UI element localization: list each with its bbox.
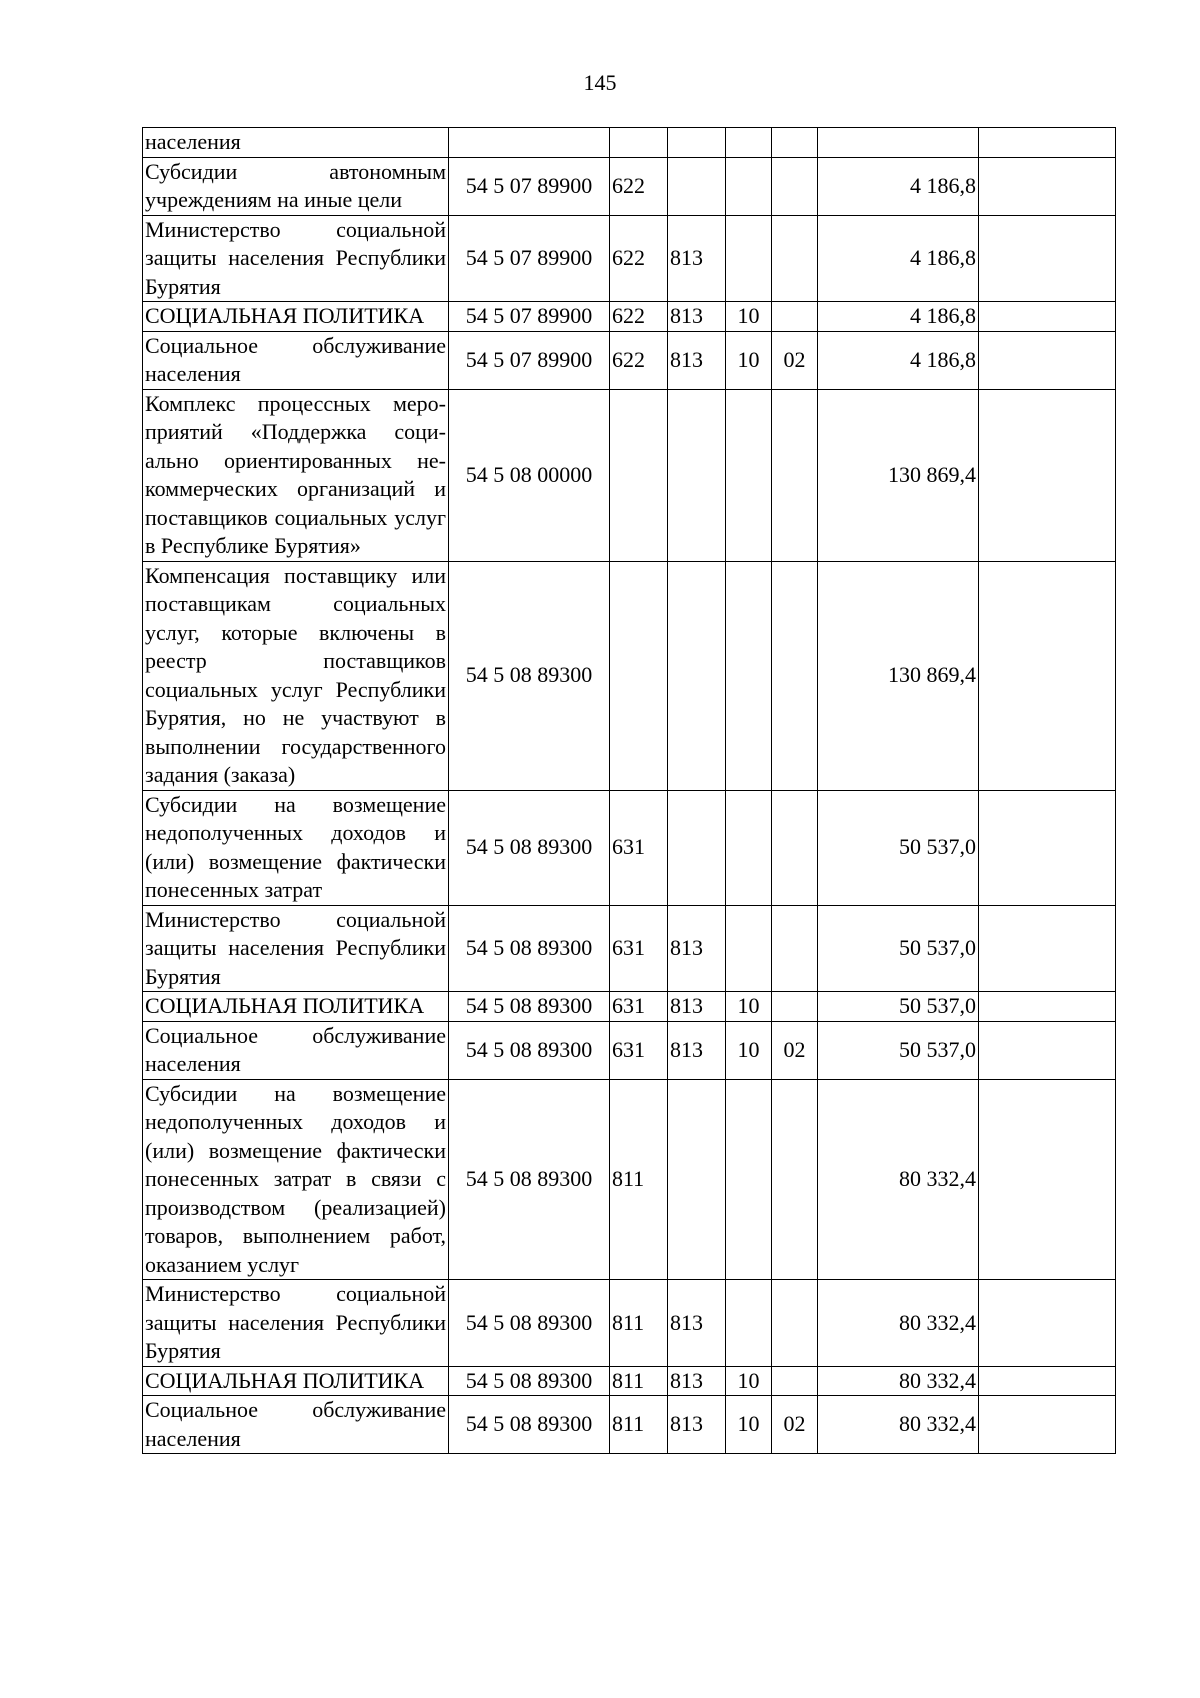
extra-cell <box>979 1021 1116 1079</box>
csr-code: 54 5 08 89300 <box>449 561 610 790</box>
grbs-code <box>668 128 726 158</box>
rz-code <box>726 790 772 905</box>
row-name: СОЦИАЛЬНАЯ ПОЛИТИКА <box>143 302 449 332</box>
grbs-code <box>668 157 726 215</box>
csr-code: 54 5 07 89900 <box>449 302 610 332</box>
csr-code: 54 5 08 00000 <box>449 389 610 561</box>
table-row <box>143 905 1116 992</box>
vr-code <box>610 128 668 158</box>
rz-code: 10 <box>726 1021 772 1079</box>
table-row <box>143 992 1116 1022</box>
extra-cell <box>979 790 1116 905</box>
table-row <box>143 1079 1116 1280</box>
csr-code: 54 5 07 89900 <box>449 331 610 389</box>
rz-code <box>726 128 772 158</box>
row-name: населения <box>143 128 449 158</box>
grbs-code: 813 <box>668 1280 726 1367</box>
vr-code: 622 <box>610 157 668 215</box>
grbs-code <box>668 561 726 790</box>
vr-code: 622 <box>610 331 668 389</box>
pr-code <box>772 128 818 158</box>
extra-cell <box>979 331 1116 389</box>
amount: 80 332,4 <box>818 1366 979 1396</box>
rz-code <box>726 389 772 561</box>
pr-code <box>772 561 818 790</box>
pr-code <box>772 992 818 1022</box>
extra-cell <box>979 1079 1116 1280</box>
amount: 130 869,4 <box>818 389 979 561</box>
csr-code <box>449 128 610 158</box>
csr-code: 54 5 07 89900 <box>449 215 610 302</box>
table-row <box>143 1280 1116 1367</box>
csr-code: 54 5 08 89300 <box>449 992 610 1022</box>
vr-code: 631 <box>610 790 668 905</box>
rz-code <box>726 215 772 302</box>
grbs-code: 813 <box>668 1021 726 1079</box>
vr-code <box>610 561 668 790</box>
table-row <box>143 389 1116 561</box>
table-row <box>143 302 1116 332</box>
rz-code: 10 <box>726 1396 772 1454</box>
rz-code <box>726 905 772 992</box>
pr-code <box>772 790 818 905</box>
csr-code: 54 5 08 89300 <box>449 1280 610 1367</box>
rz-code: 10 <box>726 1366 772 1396</box>
rz-code <box>726 561 772 790</box>
pr-code <box>772 905 818 992</box>
budget-table <box>142 127 1116 1454</box>
rz-code: 10 <box>726 992 772 1022</box>
vr-code: 811 <box>610 1079 668 1280</box>
vr-code: 811 <box>610 1280 668 1367</box>
amount: 50 537,0 <box>818 905 979 992</box>
row-name: СОЦИАЛЬНАЯ ПОЛИТИКА <box>143 992 449 1022</box>
vr-code: 631 <box>610 905 668 992</box>
amount: 130 869,4 <box>818 561 979 790</box>
extra-cell <box>979 1366 1116 1396</box>
grbs-code: 813 <box>668 302 726 332</box>
vr-code: 811 <box>610 1366 668 1396</box>
row-name: Министерство социальной защиты населения Республики Бурятия <box>143 905 449 992</box>
row-name: Социальное обслуживание населения <box>143 1396 449 1454</box>
grbs-code <box>668 790 726 905</box>
table-row <box>143 1366 1116 1396</box>
extra-cell <box>979 1396 1116 1454</box>
extra-cell <box>979 157 1116 215</box>
pr-code: 02 <box>772 1021 818 1079</box>
amount: 4 186,8 <box>818 331 979 389</box>
extra-cell <box>979 128 1116 158</box>
amount: 50 537,0 <box>818 790 979 905</box>
grbs-code: 813 <box>668 992 726 1022</box>
table-row <box>143 790 1116 905</box>
vr-code: 631 <box>610 1021 668 1079</box>
row-name: Комплекс процессных мероприятий «Поддержка социально ориентированных некоммерческих организаций и поставщиков социальных услуг в Республике Бурятия» <box>143 389 449 561</box>
rz-code <box>726 157 772 215</box>
vr-code: 811 <box>610 1396 668 1454</box>
row-name: Компенсация поставщику или поставщикам социальных услуг, которые включены в реестр поставщиков социальных услуг Республики Бурятия, но не участвуют в выполнении государственного задания (заказа) <box>143 561 449 790</box>
amount: 80 332,4 <box>818 1079 979 1280</box>
grbs-code: 813 <box>668 905 726 992</box>
rz-code: 10 <box>726 331 772 389</box>
extra-cell <box>979 992 1116 1022</box>
row-name: Министерство социальной защиты населения Республики Бурятия <box>143 1280 449 1367</box>
pr-code: 02 <box>772 1396 818 1454</box>
grbs-code: 813 <box>668 215 726 302</box>
row-name: Субсидии на возмещение недополученных доходов и (или) возмещение фактически понесенных затрат <box>143 790 449 905</box>
grbs-code <box>668 1079 726 1280</box>
table-row <box>143 128 1116 158</box>
rz-code: 10 <box>726 302 772 332</box>
grbs-code <box>668 389 726 561</box>
rz-code <box>726 1079 772 1280</box>
csr-code: 54 5 08 89300 <box>449 1021 610 1079</box>
row-name: Социальное обслуживание населения <box>143 1021 449 1079</box>
vr-code <box>610 389 668 561</box>
pr-code <box>772 157 818 215</box>
table-row <box>143 331 1116 389</box>
page-number: 145 <box>583 70 617 95</box>
pr-code <box>772 389 818 561</box>
pr-code <box>772 1366 818 1396</box>
extra-cell <box>979 1280 1116 1367</box>
row-name: Социальное обслуживание населения <box>143 331 449 389</box>
grbs-code: 813 <box>668 1366 726 1396</box>
extra-cell <box>979 302 1116 332</box>
vr-code: 622 <box>610 215 668 302</box>
amount: 4 186,8 <box>818 302 979 332</box>
table-row <box>143 561 1116 790</box>
grbs-code: 813 <box>668 331 726 389</box>
amount: 4 186,8 <box>818 157 979 215</box>
amount: 4 186,8 <box>818 215 979 302</box>
table-row <box>143 1021 1116 1079</box>
row-name: СОЦИАЛЬНАЯ ПОЛИТИКА <box>143 1366 449 1396</box>
amount: 50 537,0 <box>818 1021 979 1079</box>
row-name: Субсидии на возмещение недополученных доходов и (или) возмещение фактически понесенных затрат в связи с производством (реализацией) товаров, выполнением работ, оказанием услуг <box>143 1079 449 1280</box>
table-row <box>143 157 1116 215</box>
pr-code <box>772 302 818 332</box>
table-row <box>143 1396 1116 1454</box>
csr-code: 54 5 08 89300 <box>449 1079 610 1280</box>
vr-code: 622 <box>610 302 668 332</box>
csr-code: 54 5 08 89300 <box>449 1396 610 1454</box>
extra-cell <box>979 905 1116 992</box>
amount: 50 537,0 <box>818 992 979 1022</box>
row-name: Субсидии автономным учреждениям на иные цели <box>143 157 449 215</box>
pr-code <box>772 215 818 302</box>
csr-code: 54 5 08 89300 <box>449 905 610 992</box>
pr-code: 02 <box>772 331 818 389</box>
budget-table-body <box>143 128 1116 1454</box>
rz-code <box>726 1280 772 1367</box>
extra-cell <box>979 561 1116 790</box>
row-name: Министерство социальной защиты населения Республики Бурятия <box>143 215 449 302</box>
table-row <box>143 215 1116 302</box>
extra-cell <box>979 215 1116 302</box>
csr-code: 54 5 07 89900 <box>449 157 610 215</box>
csr-code: 54 5 08 89300 <box>449 1366 610 1396</box>
pr-code <box>772 1079 818 1280</box>
csr-code: 54 5 08 89300 <box>449 790 610 905</box>
amount: 80 332,4 <box>818 1280 979 1367</box>
grbs-code: 813 <box>668 1396 726 1454</box>
pr-code <box>772 1280 818 1367</box>
amount: 80 332,4 <box>818 1396 979 1454</box>
vr-code: 631 <box>610 992 668 1022</box>
extra-cell <box>979 389 1116 561</box>
amount <box>818 128 979 158</box>
